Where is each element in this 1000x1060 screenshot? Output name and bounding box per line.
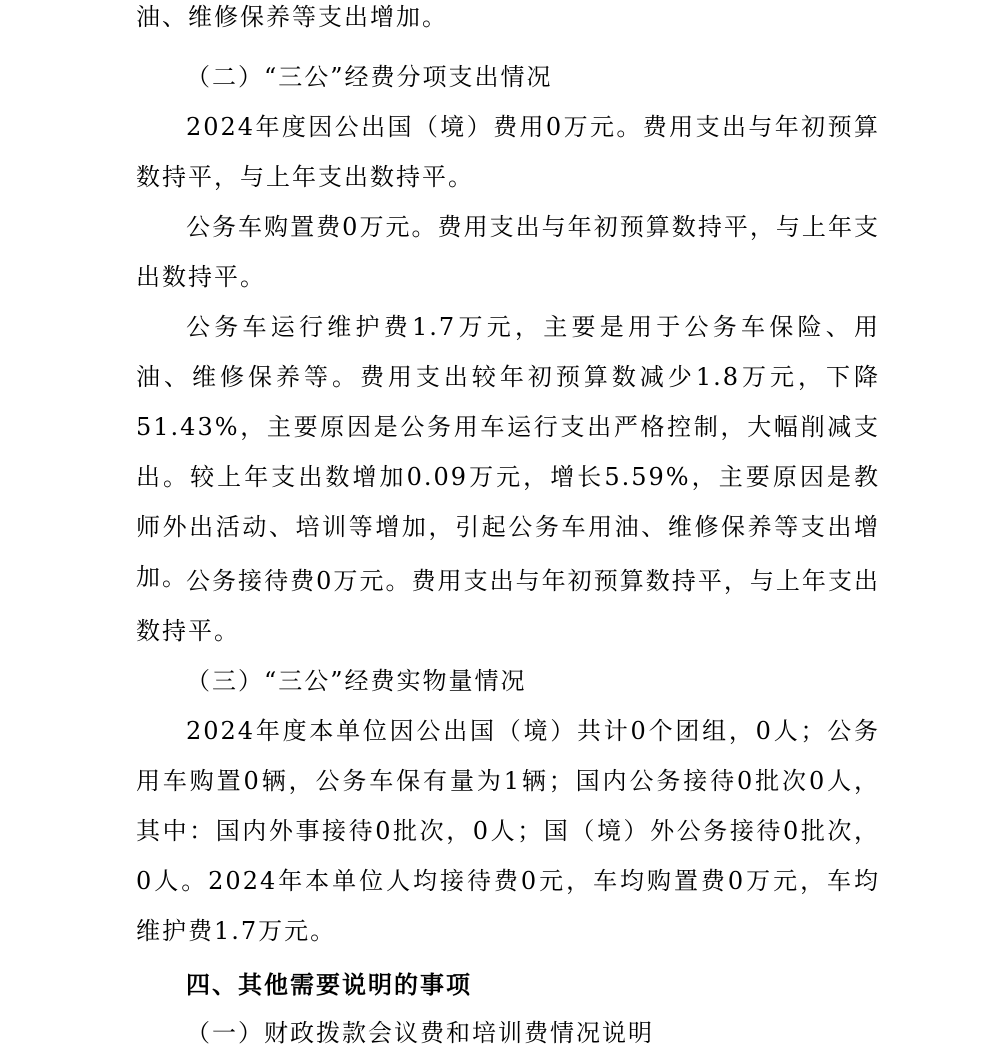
subheading-meeting-training-fees: （一）财政拨款会议费和培训费情况说明 (186, 1019, 654, 1047)
paragraph-continuation: 油、维修保养等支出增加。 (136, 3, 448, 31)
paragraph-abroad-expense: 2024年度因公出国（境）费用0万元。费用支出与年初预算数持平，与上年支出数持平。 (136, 113, 880, 191)
paragraph-reception-expense: 公务接待费0万元。费用支出与年初预算数持平，与上年支出数持平。 (136, 567, 880, 645)
paragraph-vehicle-purchase: 公务车购置费0万元。费用支出与年初预算数持平，与上年支出数持平。 (136, 213, 880, 291)
paragraph-physical-quantity: 2024年度本单位因公出国（境）共计0个团组，0人；公务用车购置0辆，公务车保有量为1辆；国内公务接待0批次0人，其中：国内外事接待0批次，0人；国（境）外公务接待0批次，0人。2024年本单位人均接待费0元，车均购置费0万元，车均维护费1.7万元。 (136, 717, 880, 945)
subheading-three-public-breakdown: （二）“三公”经费分项支出情况 (186, 63, 553, 91)
section-heading-other-matters: 四、其他需要说明的事项 (186, 971, 472, 999)
subheading-physical-quantity: （三）“三公”经费实物量情况 (186, 667, 527, 695)
paragraph-vehicle-maintenance: 公务车运行维护费1.7万元，主要是用于公务车保险、用油、维修保养等。费用支出较年初预算数减少1.8万元，下降51.43%，主要原因是公务用车运行支出严格控制，大幅削减支出。较上年支出数增加0.09万元，增长5.59%，主要原因是教师外出活动、培训等增加，引起公务车用油、维修保养等支出增加。 (136, 313, 880, 591)
